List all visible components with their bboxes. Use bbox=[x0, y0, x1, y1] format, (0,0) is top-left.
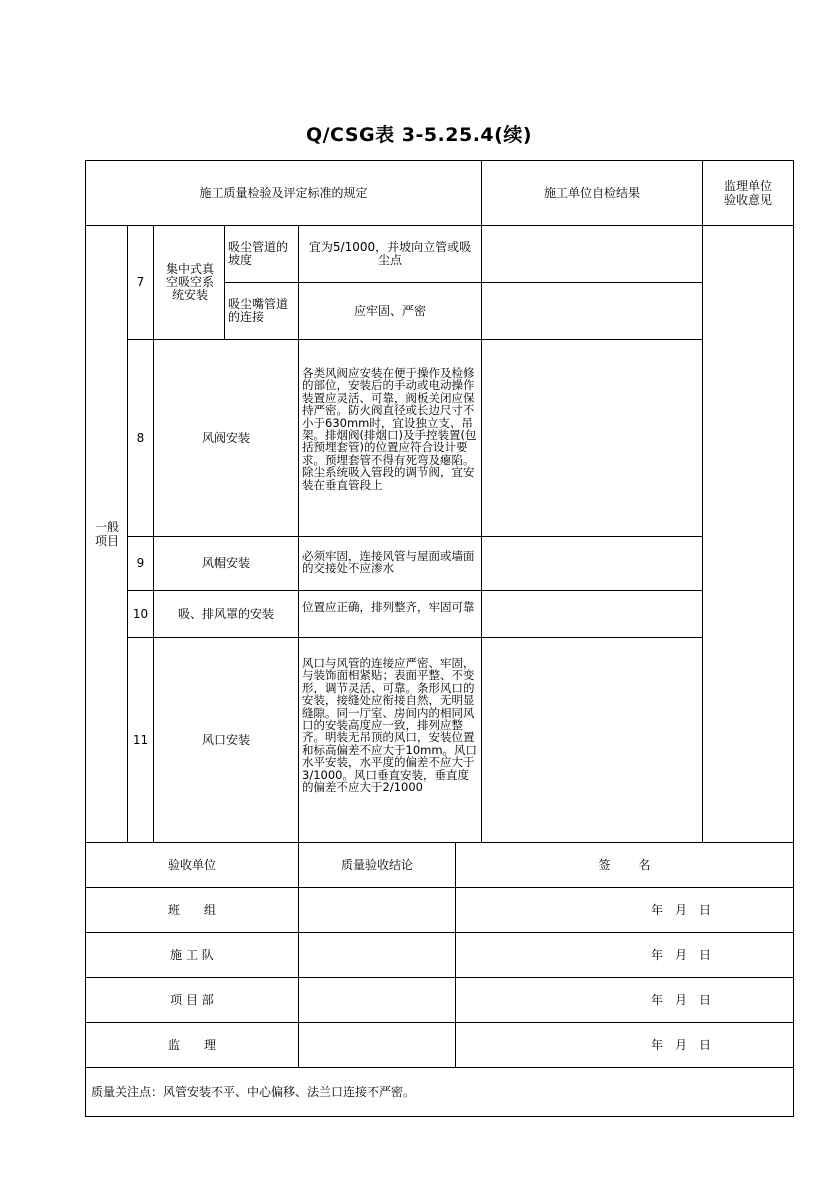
item-no: 11 bbox=[132, 732, 149, 747]
item-sub-name: 吸尘管道的坡度 bbox=[228, 240, 289, 267]
acceptance-row-unit: 项 目 部 bbox=[170, 992, 214, 1007]
item-no: 9 bbox=[136, 556, 145, 570]
page-title: Q/CSG表 3-5.25.4(续) bbox=[305, 124, 533, 146]
item-standard: 位置应正确，排列整齐，牢固可靠 bbox=[302, 600, 475, 614]
item-sub-name: 吸尘嘴管道的连接 bbox=[228, 297, 289, 324]
acceptance-row-unit: 监 理 bbox=[167, 1037, 216, 1052]
item-standard: 风口与风管的连接应严密、牢固，与装饰面相紧贴；表面平整、不变形，调节灵活、可靠。条形风口的安装，接缝处应衔接自然，无明显缝隙。同一厅室、房间内的相同风口的安装高度应一致，排列应整齐。明装无吊顶的风口，安装位置和标高偏差不应大于10mm。风口水平安装，水平度的偏差不应大于3/1000。风口垂直安装，垂直度的偏差不应大于2/1000 bbox=[302, 656, 478, 795]
sign-char: 签 bbox=[598, 857, 611, 872]
acceptance-sign-header bbox=[456, 843, 793, 887]
item-name: 集中式真空吸空系统安装 bbox=[165, 262, 214, 302]
header-supervisor: 监理单位验收意见 bbox=[723, 179, 772, 207]
item-no: 8 bbox=[136, 430, 145, 445]
item-name: 吸、排风罩的安装 bbox=[177, 606, 274, 621]
item-no: 7 bbox=[136, 275, 145, 289]
item-standard: 必须牢固，连接风管与屋面或墙面的交接处不应渗水 bbox=[302, 549, 475, 576]
acceptance-unit-header: 验收单位 bbox=[167, 857, 216, 872]
item-standard: 应牢固、严密 bbox=[353, 303, 426, 318]
item-standard: 各类风阀应安装在便于操作及检修的部位，安装后的手动或电动操作装置应灵活、可靠，阀板关闭应保持严密。防火阀直径或长边尺寸不小于630mm时，宜设独立支、吊架。排烟阀(排烟口)及手控装置(包括预埋套管)的位置应符合设计要求。预埋套管不得有死弯及瘪陷。除尘系统吸入管段的调节阀，宜安装在垂直管段上 bbox=[302, 366, 477, 492]
item-name: 风帽安装 bbox=[201, 556, 250, 570]
acceptance-row-unit: 施 工 队 bbox=[170, 947, 214, 962]
acceptance-row-unit: 班 组 bbox=[167, 902, 216, 917]
header-standard: 施工质量检验及评定标准的规定 bbox=[199, 185, 368, 200]
acceptance-row-date: 年 月 日 bbox=[650, 1037, 711, 1052]
acceptance-row-date: 年 月 日 bbox=[650, 902, 711, 917]
header-self-check: 施工单位自检结果 bbox=[543, 185, 640, 200]
item-no: 10 bbox=[132, 606, 149, 621]
item-name: 风阀安装 bbox=[201, 430, 250, 445]
item-standard: 宜为5/1000，并坡向立管或吸尘点 bbox=[308, 240, 472, 267]
quality-note: 质量关注点：风管安装不平、中心偏移、法兰口连接不严密。 bbox=[91, 1084, 416, 1099]
item-name: 风口安装 bbox=[201, 732, 250, 747]
acceptance-row-date: 年 月 日 bbox=[650, 947, 711, 962]
acceptance-row-date: 年 月 日 bbox=[650, 992, 711, 1007]
acceptance-conclusion-header: 质量验收结论 bbox=[340, 857, 413, 872]
category-label: 一般项目 bbox=[94, 520, 119, 548]
sign-char: 名 bbox=[638, 857, 651, 872]
